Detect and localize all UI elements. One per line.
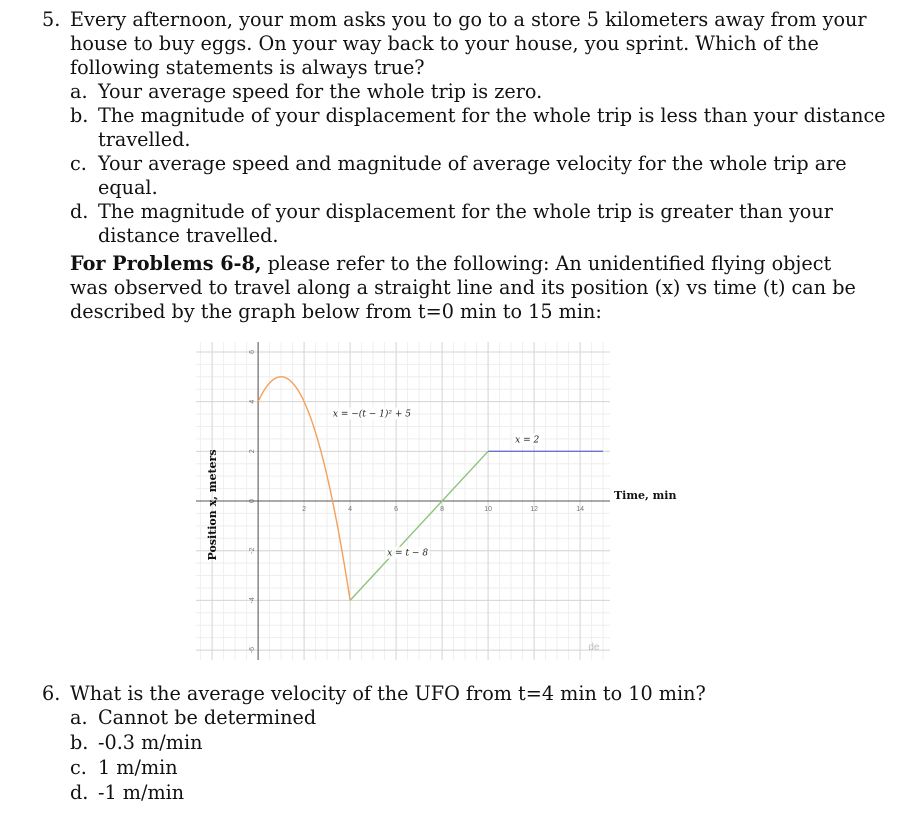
x-tick-label: 10 [484, 506, 492, 513]
y-tick-label: 6 [249, 349, 257, 354]
problems-intro [70, 252, 870, 324]
option-b [70, 104, 892, 152]
option-text: Your average speed and magnitude of average velocity for the whole trip are equal. [98, 152, 847, 199]
y-tick-label: -6 [249, 646, 257, 654]
position-time-graph [196, 342, 680, 660]
option-text: -0.3 m/min [98, 731, 203, 754]
option-letter: a. [70, 706, 88, 729]
option-d [70, 781, 892, 805]
option-b [70, 731, 892, 755]
question-6 [42, 682, 892, 805]
question-number: 5. [42, 8, 61, 31]
x-tick-label: 8 [440, 506, 445, 513]
question-5 [42, 8, 892, 248]
y-tick-label: 4 [249, 399, 257, 404]
y-axis-title: Position x, meters [206, 449, 219, 561]
chart-svg [196, 342, 680, 660]
option-text: Cannot be determined [98, 706, 317, 729]
option-text: 1 m/min [98, 756, 178, 779]
option-d [70, 200, 892, 248]
option-letter: d. [70, 781, 89, 804]
option-letter: d. [70, 200, 89, 223]
question-number: 6. [42, 682, 61, 705]
annotation-linear: x = t − 8 [387, 548, 429, 559]
question-text: What is the average velocity of the UFO from t=4 min to 10 min? [70, 682, 706, 705]
y-tick-label: -2 [249, 547, 257, 554]
x-tick-label: 12 [530, 506, 538, 513]
options-list [70, 706, 892, 805]
option-letter: b. [70, 731, 89, 754]
y-tick-label: 0 [249, 499, 257, 503]
option-text: The magnitude of your displacement for the whole trip is greater than your distance travelled. [98, 200, 833, 247]
intro-text: please refer to the following: An unidentified flying object was observed to travel along a straight line and its position (x) vs time (t) can be described by the graph below from t=0 min to 15 min: [70, 252, 856, 323]
x-tick-label: 14 [576, 506, 584, 513]
y-tick-label: -4 [249, 597, 257, 604]
x-tick-label: 2 [302, 506, 307, 513]
option-c [70, 152, 892, 200]
option-letter: b. [70, 104, 89, 127]
annotation-parabola: x = −(t − 1)² + 5 [332, 409, 412, 420]
options-list [70, 80, 892, 248]
option-a [70, 706, 892, 730]
option-letter: c. [70, 756, 87, 779]
x-tick-label: 4 [348, 506, 353, 513]
option-letter: c. [70, 152, 87, 175]
option-a [70, 80, 892, 104]
option-c [70, 756, 892, 780]
option-text: Your average speed for the whole trip is zero. [98, 80, 543, 103]
watermark-text: de [588, 642, 600, 654]
annotation-constant: x = 2 [515, 435, 540, 446]
option-text: -1 m/min [98, 781, 185, 804]
x-tick-label: 6 [394, 506, 399, 513]
y-tick-label: 2 [249, 449, 257, 454]
intro-bold: For Problems 6-8, [70, 252, 262, 275]
question-text: Every afternoon, your mom asks you to go to a store 5 kilometers away from your house to buy eggs. On your way back to your house, you sprint. Which of the following statements is always true? [70, 8, 867, 79]
x-axis-title: Time, min [614, 489, 677, 502]
option-text: The magnitude of your displacement for the whole trip is less than your distance travelled. [98, 104, 886, 151]
option-letter: a. [70, 80, 88, 103]
